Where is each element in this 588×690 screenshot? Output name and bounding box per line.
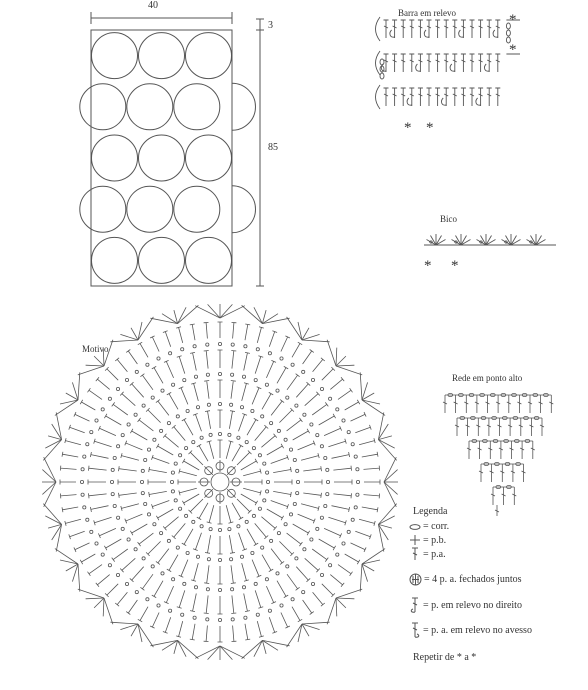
- legend-text-back-post: = p. a. em relevo no avesso: [423, 624, 532, 636]
- rede-stitch: [517, 395, 521, 413]
- rede-stitch: [540, 418, 544, 436]
- rede-stitch: [531, 441, 535, 459]
- rede-stitch: [490, 464, 494, 482]
- rede-stitch: [511, 464, 515, 482]
- rede-stitch: [476, 418, 480, 436]
- rede-stitch: [488, 441, 492, 459]
- height-dimension-label: 85: [268, 142, 278, 153]
- rede-stitch: [454, 395, 458, 413]
- rede-stitch: [507, 395, 511, 413]
- legend-repeat-note: Repetir de * a *: [413, 652, 477, 663]
- rede-stitch: [466, 418, 470, 436]
- rede-stitch: [464, 395, 468, 413]
- rede-title: Rede em ponto alto: [452, 373, 523, 383]
- barra-repeat-mark-2: *: [509, 42, 517, 58]
- cluster-symbol-icon: [409, 573, 422, 586]
- rede-stitch: [512, 487, 516, 505]
- back-post-symbol-icon: [409, 622, 421, 638]
- rede-stitch: [508, 418, 512, 436]
- legend-item-chain: [409, 521, 449, 532]
- legend-text-chain: = corr.: [423, 521, 450, 532]
- bico-repeat-mark-2: *: [451, 258, 459, 274]
- legend-text-front-post: = p. em relevo no direito: [423, 599, 522, 611]
- rede-stitch: [549, 395, 553, 413]
- legend-item-cluster: [409, 573, 522, 586]
- rede-stitch: [496, 395, 500, 413]
- rede-last-stitch: [495, 505, 499, 516]
- rede-stitch: [500, 464, 504, 482]
- rede-stitch: [510, 441, 514, 459]
- rede-stitch: [528, 395, 532, 413]
- rede-stitch: [487, 418, 491, 436]
- legend-text-cluster: = 4 p. a. fechados juntos: [424, 574, 522, 585]
- top-band-dimension-label: 3: [268, 20, 273, 31]
- rede-stitch: [455, 418, 459, 436]
- front-post-symbol-icon: [409, 597, 421, 613]
- barra-repeat-mark-3: *: [404, 120, 412, 136]
- legend-item-single-crochet: [409, 534, 446, 546]
- bico-repeat-mark-1: *: [424, 258, 432, 274]
- motivo-title: Motivo: [82, 344, 109, 354]
- barra-repeat-mark-1: *: [509, 12, 517, 28]
- rede-stitch: [498, 418, 502, 436]
- barra-title: Barra em relevo: [398, 8, 456, 18]
- rede-stitch: [467, 441, 471, 459]
- rede-stitch: [519, 418, 523, 436]
- rede-stitch: [478, 441, 482, 459]
- width-dimension-label: 40: [148, 0, 158, 11]
- chain-symbol-icon: [409, 522, 421, 532]
- legend-item-double-crochet: [409, 547, 446, 561]
- rede-stitch: [479, 464, 483, 482]
- legend-text-single-crochet: = p.b.: [423, 534, 447, 546]
- rede-stitch: [529, 418, 533, 436]
- rede-stitch: [486, 395, 490, 413]
- plus-symbol-icon: [409, 534, 421, 546]
- legend-title: Legenda: [413, 506, 448, 517]
- rede-stitch: [522, 464, 526, 482]
- rede-stitch: [502, 487, 506, 505]
- double-crochet-symbol-icon: [409, 547, 421, 561]
- rede-stitch: [499, 441, 503, 459]
- legend-text-double-crochet: = p.a.: [423, 548, 446, 560]
- bico-title: Bico: [440, 214, 457, 224]
- legend-item-front-post: [409, 597, 522, 613]
- barra-repeat-mark-4: *: [426, 120, 434, 136]
- rede-stitch: [491, 487, 495, 505]
- rede-stitch: [443, 395, 447, 413]
- legend-item-back-post: [409, 622, 532, 638]
- rede-stitch: [539, 395, 543, 413]
- rede-stitch: [475, 395, 479, 413]
- rede-stitch: [520, 441, 524, 459]
